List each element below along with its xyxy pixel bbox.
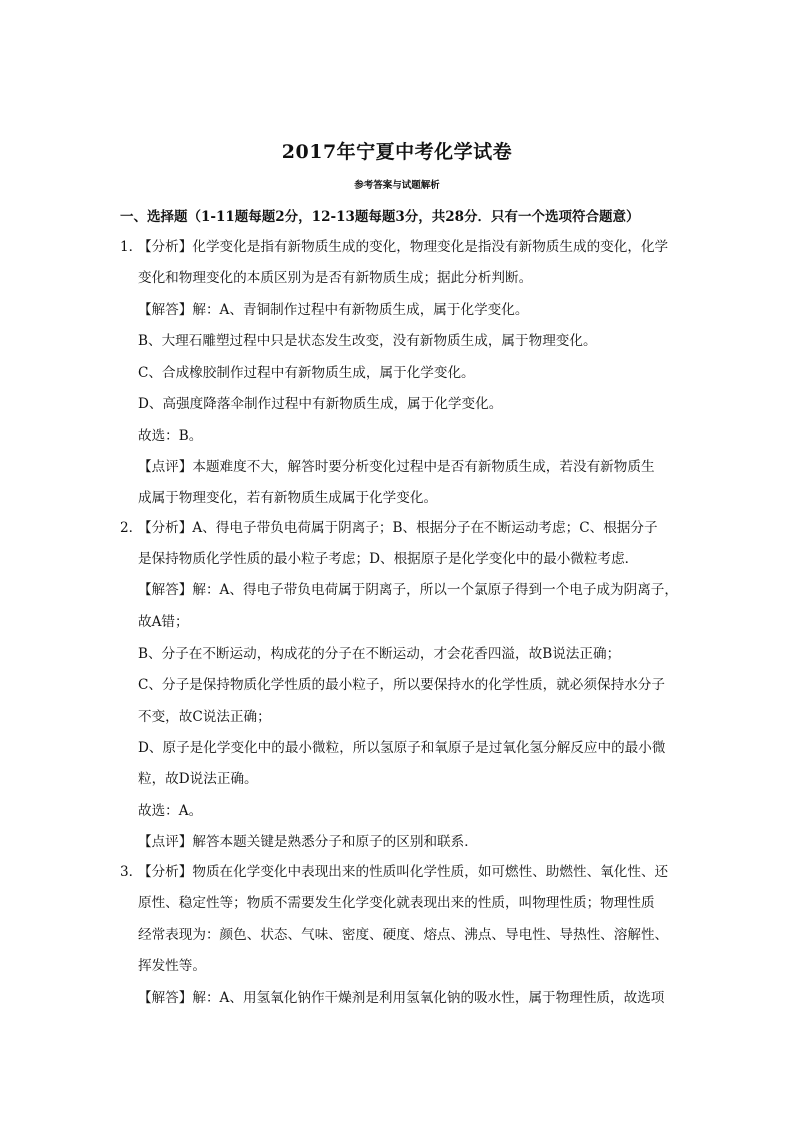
answer-line: 故A错；	[138, 614, 189, 630]
answer-line: 【点评】解答本题关键是熟悉分子和原子的区别和联系．	[138, 834, 478, 850]
answer-line: 挥发性等。	[138, 958, 206, 974]
answer-line: 故选：B。	[138, 428, 203, 444]
document-title: 2017年宁夏中考化学试卷	[281, 141, 513, 163]
answer-line: 【分析】物质在化学变化中表现出来的性质叫化学性质，如可燃性、助燃性、氧化性、还	[138, 864, 669, 880]
answer-line: 成属于物理变化，若有新物质生成属于化学变化。	[138, 490, 438, 506]
answer-line: 原性、稳定性等；物质不需要发生化学变化就表现出来的性质，叫物理性质；物理性质	[138, 895, 655, 911]
answer-line: 【点评】本题难度不大，解答时要分析变化过程中是否有新物质生成，若没有新物质生	[138, 459, 655, 475]
question-number: 2．	[120, 520, 143, 536]
answer-line: 【分析】化学变化是指有新物质生成的变化，物理变化是指没有新物质生成的变化，化学	[138, 239, 669, 255]
answer-line: 【分析】A、得电子带负电荷属于阴离子；B、根据分子在不断运动考虑；C、根据分子	[138, 520, 658, 536]
answer-line: 故选：A。	[138, 803, 203, 819]
question-number: 3．	[120, 864, 143, 880]
answer-line: C、分子是保持物质化学性质的最小粒子，所以要保持水的化学性质，就必须保持水分子	[138, 677, 665, 693]
answer-line: 变化和物理变化的本质区别为是否有新物质生成；据此分析判断。	[138, 270, 533, 286]
answer-line: 【解答】解：A、青铜制作过程中有新物质生成，属于化学变化。	[138, 302, 529, 318]
document-subtitle: 参考答案与试题解析	[354, 180, 440, 191]
answer-line: B、分子在不断运动，构成花的分子在不断运动，才会花香四溢，故B说法正确；	[138, 646, 621, 662]
answer-line: D、高强度降落伞制作过程中有新物质生成，属于化学变化。	[138, 396, 503, 412]
answer-line: 【解答】解：A、用氢氧化钠作干燥剂是利用氢氧化钠的吸水性，属于物理性质，故选项	[138, 990, 665, 1006]
answer-line: D、原子是化学变化中的最小微粒，所以氢原子和氧原子是过氧化氢分解反应中的最小微	[138, 740, 666, 756]
section-heading: 一、选择题（1-11题每题2分，12-13题每题3分，共28分．只有一个选项符合题意）	[120, 209, 640, 225]
answer-line: 粒，故D说法正确。	[138, 771, 258, 787]
answer-line: 经常表现为：颜色、状态、气味、密度、硬度、熔点、沸点、导电性、导热性、溶解性、	[138, 927, 669, 943]
answer-line: 是保持物质化学性质的最小粒子考虑；D、根据原子是化学变化中的最小微粒考虑．	[138, 551, 639, 567]
question-number: 1．	[120, 239, 143, 255]
answer-line: 【解答】解：A、得电子带负电荷属于阴离子，所以一个氯原子得到一个电子成为阴离子，	[138, 582, 678, 598]
answer-line: 不变，故C说法正确；	[138, 709, 271, 725]
answer-line: B、大理石雕塑过程中只是状态发生改变，没有新物质生成，属于物理变化。	[138, 333, 597, 349]
answer-line: C、合成橡胶制作过程中有新物质生成，属于化学变化。	[138, 365, 475, 381]
